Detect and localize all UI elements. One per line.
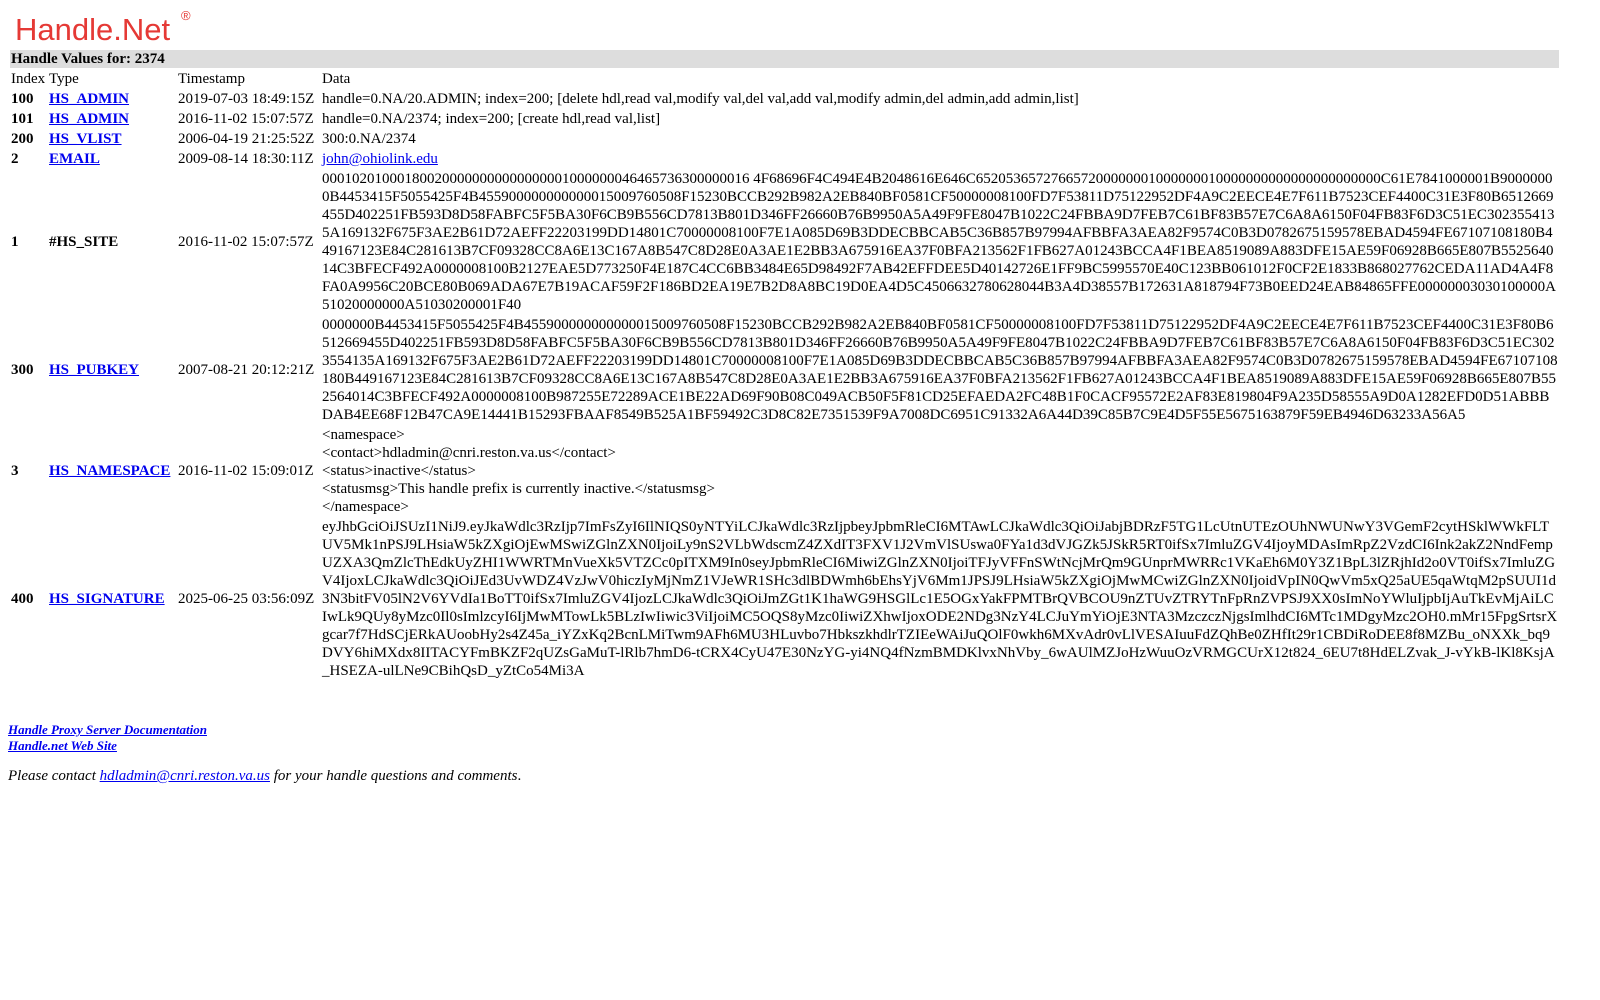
- type-link-email[interactable]: EMAIL: [49, 151, 100, 167]
- row-data: handle=0.NA/2374; index=200; [create hdl,read val,list]: [322, 111, 661, 127]
- namespace-line: <status>inactive</status>: [322, 463, 476, 479]
- row-timestamp: 2016-11-02 15:09:01Z: [178, 463, 314, 479]
- type-hs-site: #HS_SITE: [49, 234, 119, 250]
- contact-line: [8, 768, 521, 785]
- row-timestamp: 2007-08-21 20:12:21Z: [178, 362, 315, 378]
- row-timestamp: 2006-04-19 21:25:52Z: [178, 131, 315, 147]
- table-row: [10, 518, 1559, 680]
- row-index: 200: [11, 131, 34, 147]
- header-index: Index: [11, 71, 46, 87]
- proxy-docs-link[interactable]: Handle Proxy Server Documentation: [8, 722, 207, 737]
- type-link-hs-admin[interactable]: HS_ADMIN: [49, 111, 130, 127]
- namespace-line: <contact>hdladmin@cnri.reston.va.us</contact>: [322, 445, 616, 461]
- handle-net-site-link[interactable]: Handle.net Web Site: [8, 738, 117, 753]
- row-data: 300:0.NA/2374: [322, 131, 416, 147]
- registered-mark: ®: [181, 8, 191, 23]
- table-header-row: [10, 70, 1559, 88]
- row-index: 3: [11, 463, 19, 479]
- type-link-hs-namespace[interactable]: HS_NAMESPACE: [49, 463, 171, 479]
- row-data-namespace: [321, 426, 1559, 516]
- row-data-signature: eyJhbGciOiJSUzI1NiJ9.eyJkaWdlc3RzIjp7ImFsZyI6IlNIQS0yNTYiLCJkaWdlc3RzIjpbeyJpbmRleCI6MTAwLCJkaWdlc3QiOiJabjBDRzF5TG1LcUtnUTEzOUhNWUNwY3VGemF2cytHSklWWkFLTUV5Mk1nPSJ9LHsiaW5kZXgiOjEwMSwiZGlnZXN0IjoiLy9nS2VLbWdscmZ4ZXdIT3FXV1J2VmVlSUswa0FYa1d3dVJGZk5JSkR5RT0ifSx7ImluZGV4IjoyMDAsImRpZ2VzdCI6Ink2akZ2NndFempUZXA3QmZlcThEdkUyZHI1WWRTMnVueXk5VTZCc0pITXM9In0seyJpbmRleCI6MiwiZGlnZXN0IjoiTFJyVFFnSWtNcjMrQm9GUnprMWRRc1VKaEh6M0Y3Z1BpL3lZRjhId2o0VT0ifSx7ImluZGV4IjoxLCJkaWdlc3QiOiJEd3UvWDZ4VzJwV0hiczIyMjNmZ1VJeWR1SHc3dlBDWmh6bEhsYjV6Mm1JPSJ9LHsiaW5kZXgiOjMwMCwiZGlnZXN0IjoidVpIN0QwVm5xQ25aUE5qaWtqM2pSUUI1d3N3bitFV05lN2V6YVdIa1BoTT0ifSx7ImluZGV4IjozLCJkaWdlc3QiOiJmZGt1K1haWG9HSGlLc1E5OGxYakFPMTBrQVBCOU9nZTUvZTRYTnFpRnZVPSJ9XX0sImNoYWluIjpbIjAuTkEvMjAiLCIwLk9QUy8yMzc0Il0sImlzcyI6IjMwMTowLk5BLzIwIiwic3ViIjoiMC5OQS8yMzc0IiwiZXhwIjoxODE2NDg3NzY4LCJuYmYiOjE3NTA3MzczczNjgsImlhdCI6MTc1MDgyMzc2OH0.mMr15FpgSrtsrXgcar7f7HdSCjERkAUoobHy2s4Z45a_iYZxKq2BcnLMiTwm9AFh6MU3HLuvbo7HbkszkhdlrTZIEeWAiJuQOlF0wkh6MXvAdr0vLlVESAIuuFdZQhBe0ZHfIt29r1CBDiRoDEE8f8MZBu_oNXXk_bq9DVY6hiMXdx8IITACYFmBKZF2qUZsGaMuT-lRlb7hmD6-tCRX4CyU47E30NzYG-yi4NQ4fNzmBMDKlvxNhVby_6wAUlMZJoHzWuuOzVRMGCUrX12t824_6EU7t8HdELZvak_J-vYkB-lKl8KsjA_HSEZA-ulLNe9CBihQsD_yZtCo54Mi3A: [322, 519, 1558, 679]
- header-data: Data: [322, 71, 351, 87]
- row-index: 101: [11, 111, 34, 127]
- namespace-line: <namespace>: [322, 427, 405, 443]
- contact-email-link[interactable]: hdladmin@cnri.reston.va.us: [99, 768, 270, 784]
- contact-period: .: [517, 768, 522, 784]
- email-data-link[interactable]: john@ohiolink.edu: [322, 151, 438, 167]
- table-row: [10, 130, 1559, 148]
- table-row: [10, 150, 1559, 168]
- table-row: [10, 426, 1559, 516]
- table-title: Handle Values for: 2374: [10, 50, 1559, 68]
- row-data-hex: 000102010001800200000000000000001000000046465736300000016 4F68696F4C494E4B2048616E646C652053657276657200000001000000010000000000000000000000C61E7841000001B90000000B4453415F5055425F4B455900000000000015009760508F15230BCCB292B982A2EB840BF0581CF50000008100FD7F53811D75122952DF4A9C2EECE4E7F611B7523CEF4400C31E3F80B6512669455D402251FB593D8D58FABFC5F5BA30F6CB9B556CD7813B801D346FF26660B76B9950A5A49F9FE8047B1022C24FBBA9D7FEB7C61BF83B57E7C6A8A6150F04FB83F6D3C51EC3023554135A169132F675F3AE2B61D72AEFF22203199DD14801C70000008100F7E1A085D69B3DDECBBCAB5C36B857B97994AFBBFA3AEA82F9574C0B3D0782675159578EBAD4594FE67107108180B449167123E84C281613B7CF09328CC8A6E13C167A8B547C8D28E0A3AE1E2BB3A675916EA37F0BFA213562F1FB627A01243BCCA4F1BEA8519089A883DFE15AE59F06928B665E807B552564014C3BFECF492A0000008100B2127EAE5D773250F4E187C4CC6BB3484E65D98492F7AB42EFFDEE5D40142726E1FF9BC5995570E40C123BB061012F0CF2E1833B868027762CEDA11AD4A4F8FA0A9956C20BCE80B069ADA67E7B19ACAF59F2F186BD2EA19E7B2D8A8BC19D0EA4D5C4506632780628044B3A4D38557B172631A818794F73B0EED24EAB84865FFE00000003030100000A51020000000A51030200001F40: [322, 171, 1556, 313]
- row-data: handle=0.NA/20.ADMIN; index=200; [delete hdl,read val,modify val,del val,add val,modify admin,del admin,add admin,list]: [322, 91, 1079, 107]
- type-link-hs-admin[interactable]: HS_ADMIN: [49, 91, 130, 107]
- table-row: [10, 90, 1559, 108]
- row-index: 1: [11, 234, 19, 250]
- row-timestamp: 2009-08-14 18:30:11Z: [178, 151, 314, 167]
- row-index: 400: [11, 591, 34, 607]
- row-index: 300: [11, 362, 34, 378]
- table-row: [10, 316, 1559, 424]
- header-timestamp: Timestamp: [178, 71, 245, 87]
- type-link-hs-pubkey[interactable]: HS_PUBKEY: [49, 362, 140, 378]
- row-timestamp: 2016-11-02 15:07:57Z: [178, 111, 314, 127]
- row-index: 100: [11, 91, 34, 107]
- row-timestamp: 2016-11-02 15:07:57Z: [178, 234, 314, 250]
- row-timestamp: 2025-06-25 03:56:09Z: [178, 591, 315, 607]
- row-data-hex: 0000000B4453415F5055425F4B455900000000000015009760508F15230BCCB292B982A2EB840BF0581CF50000008100FD7F53811D75122952DF4A9C2EECE4E7F611B7523CEF4400C31E3F80B6512669455D402251FB593D8D58FABFC5F5BA30F6CB9B556CD7813B801D346FF26660B76B9950A5A49F9FE8047B1022C24FBBA9D7FEB7C61BF83B57E7C6A8A6150F04FB83F6D3C51EC3023554135A169132F675F3AE2B61D72AEFF22203199DD14801C70000008100F7E1A085D69B3DDECBBCAB5C36B857B97994AFBBFA3AEA82F9574C0B3D0782675159578EBAD4594FE67107108180B449167123E84C281613B7CF09328CC8A6E13C167A8B547C8D28E0A3AE1E2BB3A675916EA37F0BFA213562F1FB627A01243BCCA4F1BEA8519089A883DFE15AE59F06928B665E807B552564014C3BFECF492A0000008100B987255E72289ACE1BE22AD69F90B08C049ACB50F5F81CD25EFAEDA2FC48B1F0CACF95572E2AF83E819804F9A235D58555A9D0A1282EFD0D51ABBBDAB4EE68F12B47CA9E14441B15293FBAAF8549B525A1BF59492C3D8C82E7351539F9A7008DC6951C91332A6A44D39C85B7C9E4D5F55E5675163879F59EB4946D63233A56A5: [322, 317, 1558, 423]
- header-type: Type: [49, 71, 79, 87]
- type-link-hs-vlist[interactable]: HS_VLIST: [49, 131, 122, 147]
- type-link-hs-signature[interactable]: HS_SIGNATURE: [49, 591, 165, 607]
- footer-links: [8, 722, 207, 754]
- contact-suffix: for your handle questions and comments: [269, 768, 518, 784]
- table-row: [10, 170, 1559, 314]
- row-index: 2: [11, 151, 19, 167]
- namespace-line: </namespace>: [322, 499, 409, 515]
- table-row: [10, 110, 1559, 128]
- row-timestamp: 2019-07-03 18:49:15Z: [178, 91, 315, 107]
- handle-values-table: [8, 48, 1561, 682]
- logo-text: Handle.Net: [15, 12, 171, 47]
- namespace-line: <statusmsg>This handle prefix is currently inactive.</statusmsg>: [322, 481, 715, 497]
- table-title-row: [10, 50, 1559, 68]
- handle-net-logo[interactable]: [15, 8, 191, 48]
- contact-prefix: Please contact: [8, 768, 100, 784]
